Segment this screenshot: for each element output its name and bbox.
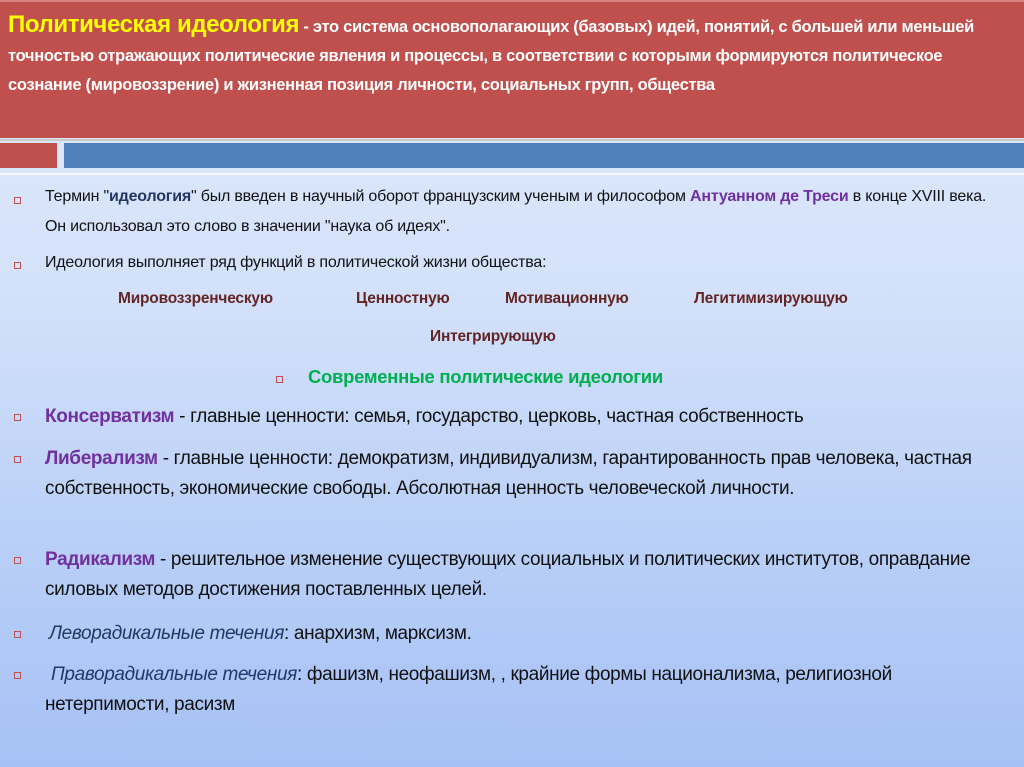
intro-paragraph-2: Идеология выполняет ряд функций в политической жизни общества:: [45, 254, 547, 271]
section-title: Современные политические идеологии: [308, 366, 663, 387]
definition-header: [0, 0, 1024, 138]
definition-body: - это система основополагающих (базовых) идей, понятий, с большей или меньшей точностью отражающих политические явления и процессы, в соответствии с которыми формируются политическое сознание (мировоззрение) и жизненная позиция личности, социальных групп, общества: [8, 18, 974, 94]
bullet-icon: [14, 672, 21, 679]
function-label: Мировоззренческую: [118, 290, 273, 307]
function-label: Интегрирующую: [430, 328, 556, 345]
ideology-item: Леворадикальные течения: анархизм, марксизм.: [49, 623, 472, 644]
bullet-icon: [14, 414, 21, 421]
bullet-icon: [14, 197, 21, 204]
bullet-icon: [276, 376, 283, 383]
ideology-item: Либерализм - главные ценности: демократизм, индивидуализм, гарантированность прав человека, частная собственность, экономические свободы. Абсолютная ценность человеческой личности.: [45, 448, 972, 499]
bullet-icon: [14, 557, 21, 564]
function-label: Мотивационную: [505, 290, 629, 307]
bullet-icon: [14, 456, 21, 463]
ideology-item: Консерватизм - главные ценности: семья, государство, церковь, частная собственность: [45, 406, 804, 427]
intro-paragraph-1: Термин "идеология" был введен в научный оборот французским ученым и философом Антуанном де Треси в конце XVIII века. Он использовал это слово в значении "наука об идеях".: [45, 188, 987, 235]
function-label: Легитимизирующую: [694, 290, 848, 307]
definition-term: Политическая идеология: [8, 11, 300, 38]
bullet-icon: [14, 631, 21, 638]
ideology-item: Радикализм - решительное изменение существующих социальных и политических институтов, оправдание силовых методов достижения поставленных целей.: [45, 549, 971, 600]
accent-block: [0, 143, 57, 168]
bullet-icon: [14, 262, 21, 269]
term-highlight: идеология: [108, 188, 192, 205]
name-highlight: Антуанном де Треси: [690, 188, 849, 205]
divider: [0, 173, 1024, 175]
ideology-item: Праворадикальные течения: фашизм, неофашизм, , крайние формы национализма, религиозной нетерпимости, расизм: [45, 664, 892, 715]
definition-text: [8, 10, 1018, 100]
divider: [0, 139, 1024, 141]
function-label: Ценностную: [356, 290, 450, 307]
accent-bar: [64, 143, 1024, 168]
